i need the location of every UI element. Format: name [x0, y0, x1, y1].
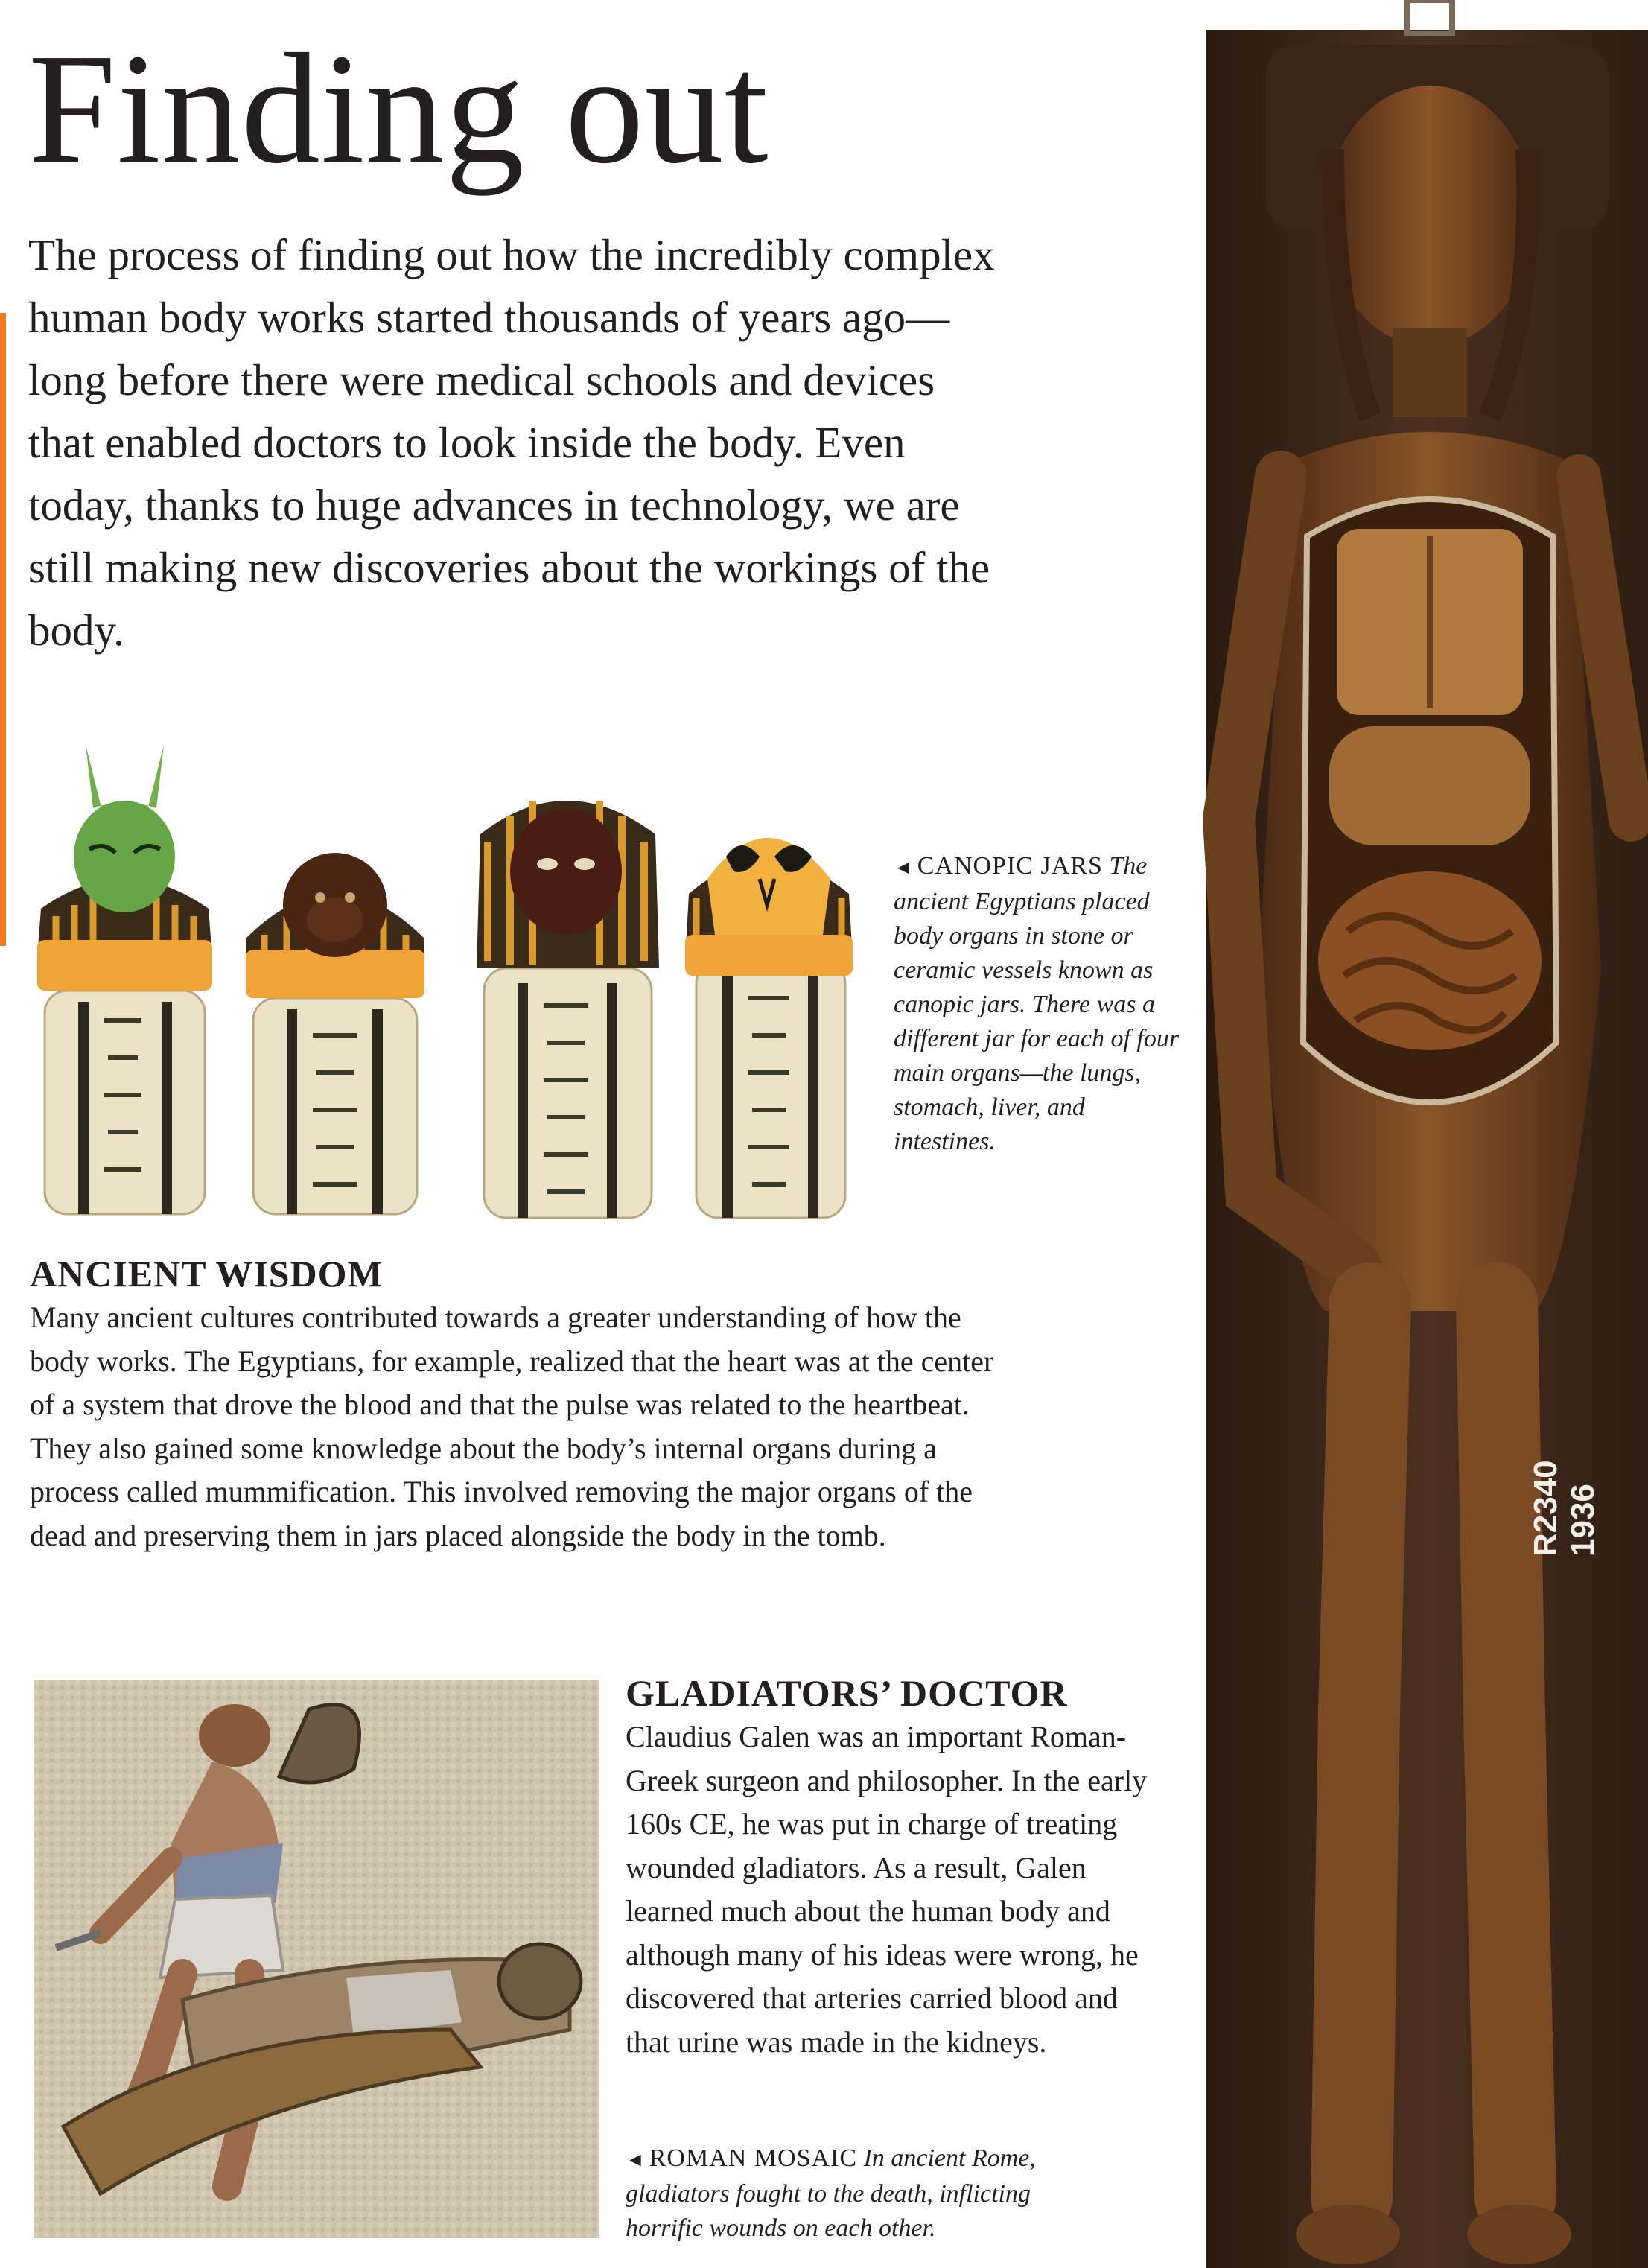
caption-heading: CANOPIC JARS	[917, 852, 1103, 880]
caption-arrow-icon: ◄	[894, 857, 913, 878]
model-year-label: 1936	[1565, 1484, 1601, 1557]
roman-mosaic-caption	[626, 2141, 1102, 2246]
model-number-label: R2340	[1527, 1460, 1564, 1557]
ancient-wisdom-heading: ANCIENT WISDOM	[30, 1253, 384, 1295]
orange-accent-bar	[0, 313, 6, 946]
caption-heading: ROMAN MOSAIC	[649, 2144, 858, 2172]
canopic-jar-jackal	[37, 745, 212, 1214]
roman-mosaic-image	[34, 1680, 599, 2238]
intro-paragraph: The process of finding out how the incredibly complex human body works started thousands of years ago—long before there were medical schools and devices that enabled doctors to look inside the body. Even today, thanks to huge advances in technology, we are still making new discoveries about the workings of the body.	[28, 230, 995, 655]
canopic-jar-baboon	[246, 853, 424, 1214]
page-title: Finding out	[28, 21, 769, 196]
anatomical-model-image	[1184, 0, 1648, 2268]
gladiators-doctor-heading: GLADIATORS’ DOCTOR	[626, 1672, 1068, 1714]
ancient-wisdom-text: Many ancient cultures contributed towards a greater understanding of how the body works. The Egyptians, for example, realized that the heart was at the center of a system that drove the blood and that the pulse was related to the heartbeat. They also gained some knowledge about the body’s internal organs during a process called mummification. This involved removing the major organs of the dead and preserving them in jars placed alongside the body in the tomb.	[30, 1300, 994, 1552]
gladiators-doctor-text: Claudius Galen was an important Roman-Greek surgeon and philosopher. In the early 160s CE, he was put in charge of treating wounded gladiators. As a result, Galen learned much about the human body and although many of his ideas were wrong, he discovered that arteries carried blood and that urine was made in the kidneys.	[626, 1720, 1148, 2059]
caption-text: The ancient Egyptians placed body organs in stone or ceramic vessels known as canopic jars. There was a different jar for each of four main organs—the lungs, stomach, liver, and intestines.	[894, 852, 1180, 1155]
canopic-jars-image	[34, 745, 875, 1222]
canopic-jar-human	[477, 801, 659, 1218]
canopic-jar-falcon	[685, 838, 853, 1218]
caption-arrow-icon: ◄	[626, 2149, 645, 2170]
canopic-jars-caption	[894, 849, 1192, 1159]
caption-text: In ancient Rome, gladiators fought to the death, inflicting horrific wounds on each other.	[626, 2144, 1036, 2242]
